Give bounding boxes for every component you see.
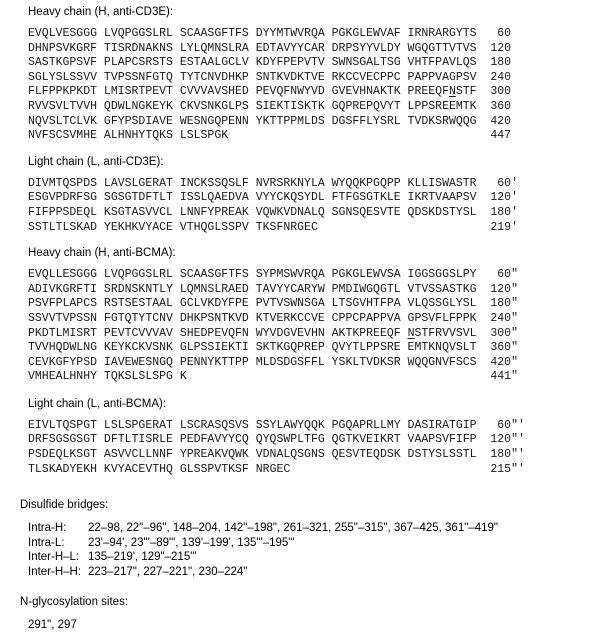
sequence-line: RVVSVLTVVH QDWLNGKEYK CKVSNKGLPS SIEKTISKTK GQPREPQVYT LPPSREEMTK 360: [28, 99, 512, 113]
bridge-type-label: Intra-H:: [28, 522, 67, 535]
glycosylation-residue: N: [448, 85, 456, 99]
chain-title: Light chain (L, anti-BCMA):: [28, 397, 167, 410]
chain-title: Heavy chain (H, anti-BCMA):: [28, 247, 176, 260]
chain-prime-mark: ": [511, 370, 518, 384]
sequence-line: NVFSCSVMHE ALHNHYTQKS LSLSPGK 447: [28, 129, 512, 143]
sequence-line: PSVFPLAPCS RSTSESTAAL GCLVKDYFPE PVTVSWNSGA LTSGVHTFPA VLQSSGLYSL 180": [28, 297, 518, 311]
sequence-line: SSTLTLSKAD YEKHKVYACE VTHQGLSSPV TKSFNRGEC 219': [28, 220, 518, 234]
sequence-block: [28, 268, 600, 385]
disulfide-bridge-row: [28, 550, 600, 565]
chain-prime-mark: ": [511, 311, 518, 325]
sequence-line: EVQLVESGGG LVQPGGSLRL SCAASGFTFS DYYMTWVRQA PGKGLEWVAF IRNRARGYTS 60: [28, 27, 512, 40]
chain-prime-mark: "': [511, 418, 525, 432]
sequence-line: FIFPPSDEQL KSGTASVVCL LNNFYPREAK VQWKVDNALQ SGNSQESVTE QDSKDSTYSL 180': [28, 205, 518, 219]
glycosylation-residue: N: [407, 326, 415, 340]
sequence-line: ESGVPDRFSG SGSGTDFTLT ISSLQAEDVA VYYCKQSYDL FTFGSGTKLE IKRTVAAPSV 120': [28, 191, 518, 205]
n-glycosylation-section: [20, 596, 600, 633]
sequence-line: DIVMTQSPDS LAVSLGERAT INCKSSQSLF NVRSRKNYLA WYQQKPGQPP KLLISWASTR 60': [28, 176, 518, 190]
sequence-line: FLFPPKPKDT LMISRTPEVT CVVVAVSHED PEVQFNWYVD GVEVHNAKTK PREEQFNSTF 300: [28, 85, 512, 99]
n-glycosylation-sites: 291", 297: [28, 619, 77, 632]
chain-prime-mark: ': [511, 205, 518, 219]
chain-section: [28, 247, 600, 385]
sequence-line: ADIVKGRFTI SRDNSKNTLY LQMNSLRAED TAVYYCARYW PMDIWGQGTL VTVSSASTKG 120": [28, 282, 518, 296]
disulfide-bridge-rows: [28, 521, 600, 579]
chain-prime-mark: "': [511, 433, 525, 447]
bridge-positions: 223–217", 227–221", 230–224": [88, 565, 248, 578]
chain-section: [28, 6, 600, 144]
disulfide-bridges-title: Disulfide bridges:: [20, 499, 109, 512]
sequence-line: SSVVTVPSSN FGTQTYTCNV DHKPSNTKVD KTVERKCCVE CPPCPAPPVA GPSVFLFPPK 240": [28, 311, 518, 325]
chain-prime-mark: ": [511, 268, 518, 282]
chain-prime-mark: ': [511, 191, 518, 205]
disulfide-bridge-row: [28, 536, 600, 551]
sequence-line: EIVLTQSPGT LSLSPGERAT LSCRASQSVS SSYLAWYQQK PGQAPRLLMY DASIRATGIP 60"': [28, 418, 525, 432]
sequence-line: VMHEALHNHY TQKSLSLSPG K 441": [28, 370, 518, 384]
sequence-block: [28, 27, 600, 144]
bridge-positions: 23'–94', 23"'–89"', 139'–199', 135"'–195"': [88, 536, 295, 549]
chain-prime-mark: ': [511, 176, 518, 190]
bridge-type-label: Intra-L:: [28, 536, 65, 549]
sequence-line: DHNPSVKGRF TISRDNAKNS LYLQMNSLRA EDTAVYYCAR DRPSYYVLDY WGQGTTVTVS 120: [28, 41, 512, 55]
sequence-line: PKDTLMISRT PEVTCVVVAV SHEDPEVQFN WYVDGVEVHN AKTKPREEQF NSTFRVVSVL 300": [28, 326, 518, 340]
sequence-block: [28, 419, 600, 477]
chain-prime-mark: ": [511, 326, 518, 340]
bridge-type-label: Inter-H–H:: [28, 565, 82, 578]
chain-section: [28, 156, 600, 235]
chain-prime-mark: ': [511, 220, 518, 234]
chain-prime-mark: "': [511, 448, 525, 462]
chain-title: Heavy chain (H, anti-CD3E):: [28, 6, 174, 18]
chain-prime-mark: ": [511, 355, 518, 369]
n-glycosylation-title: N-glycosylation sites:: [20, 596, 129, 609]
sequence-line: TLSKADYEKH KVYACEVTHQ GLSSPVTKSF NRGEC 215"': [28, 462, 525, 476]
sequence-block: [28, 177, 600, 235]
disulfide-bridge-row: [28, 565, 600, 580]
sequence-line: TVVHQDWLNG KEYKCKVSNK GLPSSIEKTI SKTKGQPREP QVYTLPPSRE EMTKNQVSLT 360": [28, 341, 518, 355]
chain-sections: [20, 6, 600, 477]
disulfide-bridges-section: [20, 499, 600, 579]
sequence-line: CEVKGFYPSD IAVEWESNGQ PENNYKTTPP MLDSDGSFFL YSKLTVDKSR WQQGNVFSCS 420": [28, 355, 518, 369]
bridge-type-label: Inter-H–L:: [28, 551, 80, 564]
sequence-line: NQVSLTCLVK GFYPSDIAVE WESNGQPENN YKTTPPMLDS DGSFFLYSRL TVDKSRWQQG 420: [28, 114, 512, 128]
chain-prime-mark: "': [511, 462, 525, 476]
disulfide-bridge-row: [28, 521, 600, 536]
sequence-line: PSDEQLKSGT ASVVCLLNNF YPREAKVQWK VDNALQSGNS QESVTEQDSK DSTYSLSSTL 180"': [28, 448, 525, 462]
chain-section: [28, 398, 600, 477]
sequence-line: EVQLLESGGG LVQPGGSLRL SCAASGFTFS SYPMSWVRQA PGKGLEWVSA IGGSGGSLPY 60": [28, 268, 518, 282]
sequence-line: DRFSGSGSGT DFTLTISRLE PEDFAVYYCQ QYQSWPLTFG QGTKVEIKRT VAAPSVFIFP 120"': [28, 433, 525, 447]
chain-prime-mark: ": [511, 297, 518, 311]
bridge-positions: 22–98, 22"–96", 148–204, 142"–198", 261–321, 255"–315", 367–425, 361"–419": [88, 522, 498, 535]
chain-prime-mark: ": [511, 282, 518, 296]
chain-prime-mark: ": [511, 341, 518, 355]
bridge-positions: 135–219', 129"–215"': [88, 551, 197, 564]
sequence-line: SASTKGPSVF PLAPCSRSTS ESTAALGCLV KDYFPEPVTV SWNSGALTSG VHTFPAVLQS 180: [28, 56, 512, 70]
chain-title: Light chain (L, anti-CD3E):: [28, 155, 164, 168]
sequence-line: SGLYSLSSVV TVPSSNFGTQ TYTCNVDHKP SNTKVDKTVE RKCCVECPPC PAPPVAGPSV 240: [28, 70, 512, 84]
